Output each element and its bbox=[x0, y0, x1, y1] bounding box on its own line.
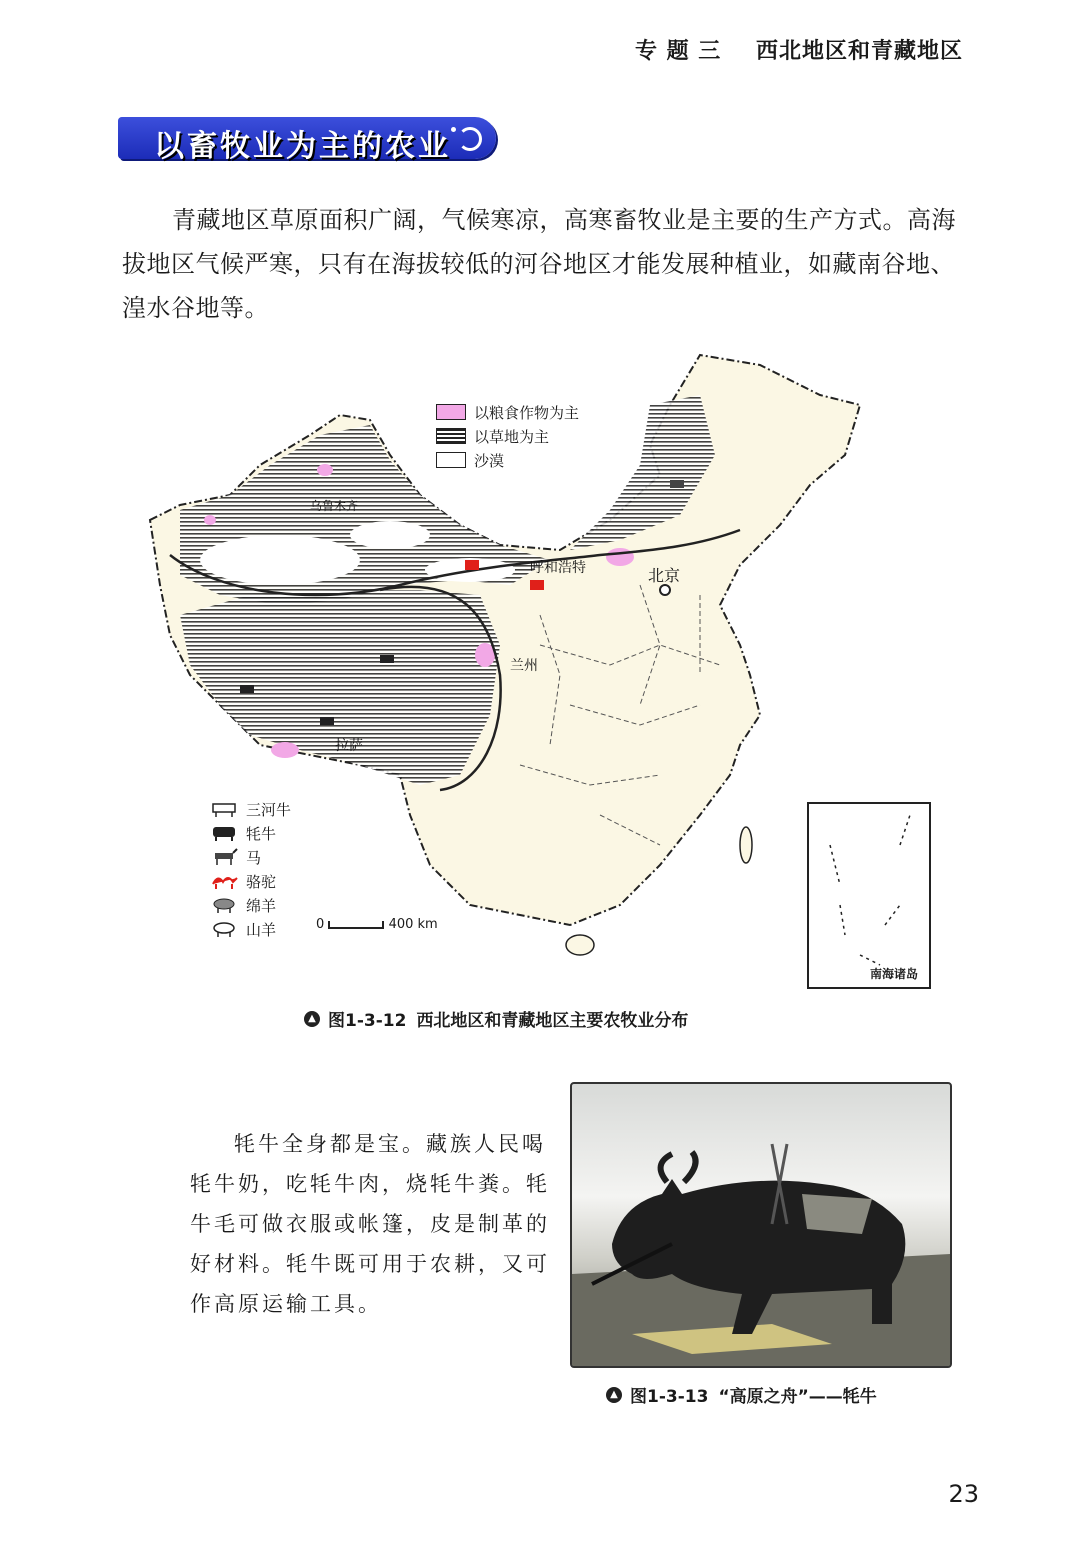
grass-swatch bbox=[436, 428, 466, 444]
running-header bbox=[635, 34, 963, 65]
legend-horse bbox=[210, 845, 291, 869]
legend-desert bbox=[436, 448, 579, 472]
crop-area-5 bbox=[204, 515, 216, 525]
city-label-lanzhou: 兰州 bbox=[510, 658, 538, 674]
body-paragraph: 青藏地区草原面积广阔，气候寒凉，高寒畜牧业是主要的生产方式。高海拔地区气候严寒，只有在海拔较低的河谷地区才能发展种植业，如藏南谷地、湟水谷地等。 bbox=[122, 206, 956, 322]
legend-crop bbox=[436, 400, 579, 424]
figure1-caption-text: 西北地区和青藏地区主要农牧业分布 bbox=[416, 1011, 689, 1031]
legend-crop-label: 以粮食作物为主 bbox=[474, 403, 580, 422]
legend-horse-label: 马 bbox=[246, 848, 262, 867]
legend-yak bbox=[210, 821, 291, 845]
legend-camel-label: 骆驼 bbox=[246, 872, 277, 891]
legend-camel bbox=[210, 869, 291, 893]
figure2-caption-text: “高原之舟”——牦牛 bbox=[718, 1387, 877, 1407]
yak-illustration bbox=[572, 1084, 950, 1366]
legend-desert-label: 沙漠 bbox=[474, 451, 505, 470]
legend-grass-label: 以草地为主 bbox=[474, 427, 550, 446]
yak-marker-2 bbox=[240, 685, 254, 693]
camel-icon bbox=[210, 872, 240, 890]
banner-swirl bbox=[458, 127, 482, 151]
figure2-label: 图1-3-13 bbox=[630, 1387, 709, 1407]
map-scale bbox=[316, 917, 438, 932]
scale-distance: 400 km bbox=[388, 917, 438, 932]
scale-line bbox=[328, 921, 384, 929]
crop-area-3 bbox=[271, 742, 299, 758]
figure1-label: 图1-3-12 bbox=[328, 1011, 407, 1031]
crop-area-4 bbox=[606, 548, 634, 566]
figure1-caption bbox=[304, 1006, 688, 1031]
hainan-island bbox=[566, 935, 594, 955]
header-topic: 专 题 三 bbox=[634, 39, 722, 64]
grassland-tibet bbox=[180, 590, 500, 785]
desert-swatch bbox=[436, 452, 466, 468]
legend-sheep-label: 绵羊 bbox=[246, 896, 277, 915]
horse-icon bbox=[210, 848, 240, 866]
camel-marker-1 bbox=[465, 560, 479, 570]
yak-marker-3 bbox=[320, 717, 334, 725]
agriculture-map bbox=[140, 345, 940, 995]
banner-dot bbox=[451, 127, 456, 132]
figure2-caption bbox=[606, 1382, 877, 1407]
yak-photo bbox=[570, 1082, 952, 1368]
city-label-beijing: 北京 bbox=[648, 566, 681, 585]
land-legend bbox=[436, 400, 579, 472]
legend-sheep bbox=[210, 893, 291, 917]
page-number: 23 bbox=[948, 1480, 979, 1508]
legend-cattle bbox=[210, 797, 291, 821]
legend-goat bbox=[210, 917, 291, 941]
taiwan-island bbox=[740, 827, 752, 863]
crop-area-1 bbox=[317, 464, 333, 476]
section-title: 以畜牧业为主的农业 bbox=[154, 129, 451, 164]
city-label-lhasa: 拉萨 bbox=[335, 738, 363, 754]
city-label-hohhot: 呼和浩特 bbox=[530, 560, 586, 576]
crop-swatch bbox=[436, 404, 466, 420]
yak-icon bbox=[210, 824, 240, 842]
inset-label: 南海诸岛 bbox=[870, 967, 919, 981]
camel-marker-2 bbox=[530, 580, 544, 590]
legend-yak-label: 牦牛 bbox=[246, 824, 277, 843]
yak-description: 牦牛全身都是宝。藏族人民喝牦牛奶，吃牦牛肉，烧牦牛粪。牦牛毛可做衣服或帐篷，皮是制革的好材料。牦牛既可用于农耕，又可作高原运输工具。 bbox=[190, 1132, 550, 1316]
legend-grass bbox=[436, 424, 579, 448]
desert-taklimakan bbox=[200, 535, 360, 585]
yak-marker-1 bbox=[380, 655, 394, 663]
goat-icon bbox=[210, 920, 240, 938]
scale-zero: 0 bbox=[316, 917, 325, 932]
legend-cattle-label: 三河牛 bbox=[246, 800, 292, 819]
section-banner bbox=[118, 117, 496, 164]
beijing-marker bbox=[660, 585, 670, 595]
inset-box bbox=[808, 803, 930, 988]
figure-badge-icon: ▲ bbox=[606, 1387, 622, 1403]
desert-junggar bbox=[350, 521, 430, 549]
cattle-marker bbox=[670, 480, 684, 488]
header-subtitle: 西北地区和青藏地区 bbox=[755, 39, 963, 64]
figure-badge-icon: ▲ bbox=[304, 1011, 320, 1027]
city-label-urumqi: 乌鲁木齐 bbox=[310, 499, 359, 513]
legend-goat-label: 山羊 bbox=[246, 920, 277, 939]
animal-legend bbox=[210, 797, 291, 941]
sheep-icon bbox=[210, 896, 240, 914]
cattle-icon bbox=[210, 800, 240, 818]
